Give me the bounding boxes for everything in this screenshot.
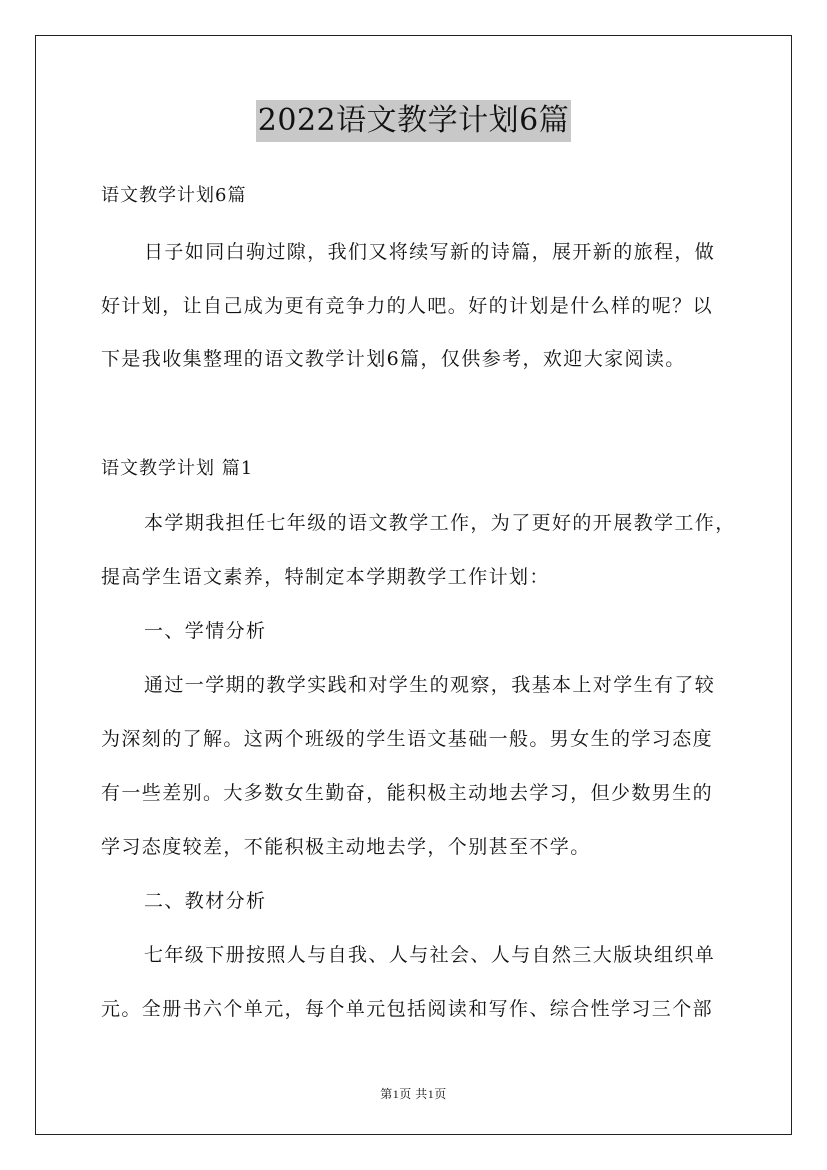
section-intro-line: 提高学生语文素养，特制定本学期教学工作计划： — [101, 566, 550, 588]
title-container — [0, 100, 827, 142]
section-heading: 语文教学计划 篇1 — [101, 458, 254, 479]
part-heading: 二、教材分析 — [144, 890, 267, 912]
page-number: 第1页 共1页 — [380, 1087, 447, 1101]
paragraph-line: 学习态度较差，不能积极主动地去学，个别甚至不学。 — [101, 836, 591, 858]
document-subtitle: 语文教学计划6篇 — [101, 185, 247, 206]
paragraph-line: 有一些差别。大多数女生勤奋，能积极主动地去学习，但少数男生的 — [101, 782, 714, 804]
paragraph-line: 七年级下册按照人与自我、人与社会、人与自然三大版块组织单 — [144, 944, 716, 966]
intro-line: 下是我收集整理的语文教学计划6篇，仅供参考，欢迎大家阅读。 — [101, 348, 686, 370]
paragraph-line: 元。全册书六个单元，每个单元包括阅读和写作、综合性学习三个部 — [101, 998, 714, 1020]
document-title: 2022语文教学计划6篇 — [256, 100, 571, 142]
section-intro-line: 本学期我担任七年级的语文教学工作，为了更好的开展教学工作， — [144, 512, 736, 534]
intro-line: 好计划，让自己成为更有竞争力的人吧。好的计划是什么样的呢？以 — [101, 295, 714, 317]
paragraph-line: 通过一学期的教学实践和对学生的观察，我基本上对学生有了较 — [144, 674, 716, 696]
intro-line: 日子如同白驹过隙，我们又将续写新的诗篇，展开新的旅程，做 — [144, 241, 716, 263]
paragraph-line: 为深刻的了解。这两个班级的学生语文基础一般。男女生的学习态度 — [101, 728, 714, 750]
part-heading: 一、学情分析 — [144, 620, 267, 642]
